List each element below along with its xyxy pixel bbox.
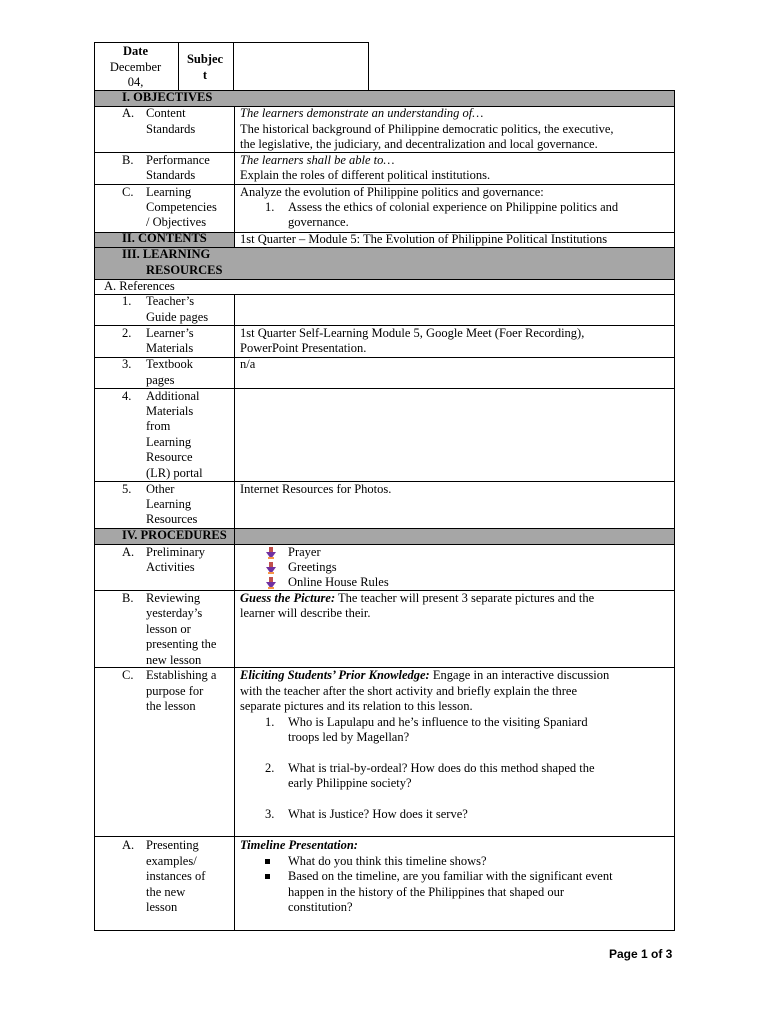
row-label: the new xyxy=(146,885,186,899)
contents-heading: II. CONTENTS xyxy=(122,231,207,245)
row-letter: A. xyxy=(122,545,135,559)
row-letter: C. xyxy=(122,185,134,199)
bullet-item: constitution? xyxy=(288,900,353,914)
table-border xyxy=(234,232,235,247)
row-label: Resource xyxy=(146,450,193,464)
row-label: instances of xyxy=(146,869,206,883)
learners-materials-value: 1st Quarter Self-Learning Module 5, Google Meet (Foer Recording), xyxy=(240,326,585,340)
references-label: A. References xyxy=(104,279,175,293)
row-label: Additional xyxy=(146,389,200,403)
bullet-item: Based on the timeline, are you familiar with the significant event xyxy=(288,869,613,883)
row-label: Standards xyxy=(146,122,196,136)
activity-title: Timeline Presentation: xyxy=(240,838,358,852)
list-number: 1. xyxy=(265,200,275,214)
arrow-down-bullet-icon xyxy=(266,577,276,589)
row-label: Standards xyxy=(146,168,196,182)
row-number: 1. xyxy=(122,294,132,308)
activity-text: Engage in an interactive discussion xyxy=(429,668,610,682)
row-label: / Objectives xyxy=(146,215,207,229)
resources-heading: III. LEARNING xyxy=(122,247,211,261)
row-label: (LR) portal xyxy=(146,466,203,480)
row-label: Competencies xyxy=(146,200,217,214)
content-standards-text: The historical background of Philippine democratic politics, the executive, xyxy=(240,122,614,136)
row-label: yesterday’s xyxy=(146,606,203,620)
square-bullet-icon xyxy=(265,874,270,879)
list-number: 1. xyxy=(265,715,275,729)
row-label: Materials xyxy=(146,404,194,418)
row-label: Learning xyxy=(146,435,192,449)
row-label: from xyxy=(146,419,171,433)
row-label: Learning xyxy=(146,185,192,199)
objectives-heading: I. OBJECTIVES xyxy=(122,90,213,104)
competencies-item: Assess the ethics of colonial experience on Philippine politics and xyxy=(288,200,619,214)
row-label: purpose for xyxy=(146,684,204,698)
question-text: Who is Lapulapu and he’s influence to the visiting Spaniard xyxy=(288,715,588,729)
row-letter: A. xyxy=(122,838,135,852)
bullet-item: Greetings xyxy=(288,560,337,574)
row-label: Resources xyxy=(146,512,198,526)
row-label: presenting the xyxy=(146,637,217,651)
row-letter: B. xyxy=(122,153,134,167)
row-letter: B. xyxy=(122,591,134,605)
row-label: Learner’s xyxy=(146,326,194,340)
row-label: Content xyxy=(146,106,186,120)
row-label: new lesson xyxy=(146,653,202,667)
row-number: 5. xyxy=(122,482,132,496)
row-label: Preliminary xyxy=(146,545,206,559)
row-number: 4. xyxy=(122,389,132,403)
competencies-item: governance. xyxy=(288,215,349,229)
activity-title: Eliciting Students’ Prior Knowledge: xyxy=(240,668,430,682)
table-border xyxy=(234,106,235,232)
header-divider xyxy=(233,43,234,91)
row-label: pages xyxy=(146,373,175,387)
arrow-down-bullet-icon xyxy=(266,547,276,559)
subject-label: t xyxy=(202,68,208,82)
activity-text: learner will describe their. xyxy=(240,606,371,620)
question-text: What is Justice? How does it serve? xyxy=(288,807,468,821)
competencies-text: Analyze the evolution of Philippine politics and governance: xyxy=(240,185,544,199)
table-border xyxy=(94,930,675,931)
bullet-item: happen in the history of the Philippines that shaped our xyxy=(288,885,564,899)
table-border xyxy=(94,90,95,931)
row-label: Establishing a xyxy=(146,668,217,682)
content-standards-text: the legislative, the judiciary, and decentralization and local governance. xyxy=(240,137,598,151)
row-letter: A. xyxy=(122,106,135,120)
content-standards-intro: The learners demonstrate an understanding of… xyxy=(240,106,484,120)
activity-text: with the teacher after the short activity and briefly explain the three xyxy=(240,684,578,698)
bullet-item: Online House Rules xyxy=(288,575,389,589)
contents-value: 1st Quarter – Module 5: The Evolution of Philippine Political Institutions xyxy=(240,232,608,246)
row-label: lesson xyxy=(146,900,178,914)
performance-standards-text: Explain the roles of different political institutions. xyxy=(240,168,491,182)
row-number: 3. xyxy=(122,357,132,371)
page-number-text: Page 1 of 3 xyxy=(609,947,673,961)
table-border xyxy=(94,836,675,837)
row-letter: C. xyxy=(122,668,134,682)
row-label: Learning xyxy=(146,497,192,511)
date-value: 04, xyxy=(127,75,144,89)
table-border xyxy=(94,279,675,280)
resources-heading: RESOURCES xyxy=(146,263,223,277)
bullet-item: What do you think this timeline shows? xyxy=(288,854,487,868)
subject-label: Subjec xyxy=(186,52,224,66)
performance-standards-intro: The learners shall be able to… xyxy=(240,153,395,167)
activity-title: Guess the Picture: xyxy=(240,591,336,605)
row-label: Teacher’s xyxy=(146,294,195,308)
other-resources-value: Internet Resources for Photos. xyxy=(240,482,392,496)
question-text: troops led by Magellan? xyxy=(288,730,410,744)
procedures-heading: IV. PROCEDURES xyxy=(122,528,227,542)
activity-text: separate pictures and its relation to this lesson. xyxy=(240,699,473,713)
row-number: 2. xyxy=(122,326,132,340)
row-label: Other xyxy=(146,482,175,496)
list-number: 3. xyxy=(265,807,275,821)
row-label: Guide pages xyxy=(146,310,209,324)
activity-text: The teacher will present 3 separate pictures and the xyxy=(335,591,595,605)
date-label: Date xyxy=(123,44,148,58)
list-number: 2. xyxy=(265,761,275,775)
row-label: examples/ xyxy=(146,854,197,868)
question-text: What is trial-by-ordeal? How does do this method shaped the xyxy=(288,761,595,775)
row-label: lesson or xyxy=(146,622,191,636)
bullet-item: Prayer xyxy=(288,545,321,559)
row-label: the lesson xyxy=(146,699,196,713)
textbook-value: n/a xyxy=(240,357,256,371)
row-label: Reviewing xyxy=(146,591,201,605)
row-label: Materials xyxy=(146,341,194,355)
row-label: Activities xyxy=(146,560,195,574)
table-border xyxy=(674,90,675,931)
row-label: Performance xyxy=(146,153,210,167)
date-value: December xyxy=(109,60,162,74)
row-label: Presenting xyxy=(146,838,199,852)
row-label: Textbook xyxy=(146,357,194,371)
square-bullet-icon xyxy=(265,859,270,864)
learners-materials-value: PowerPoint Presentation. xyxy=(240,341,367,355)
page-number xyxy=(609,947,672,961)
question-text: early Philippine society? xyxy=(288,776,412,790)
arrow-down-bullet-icon xyxy=(266,562,276,574)
